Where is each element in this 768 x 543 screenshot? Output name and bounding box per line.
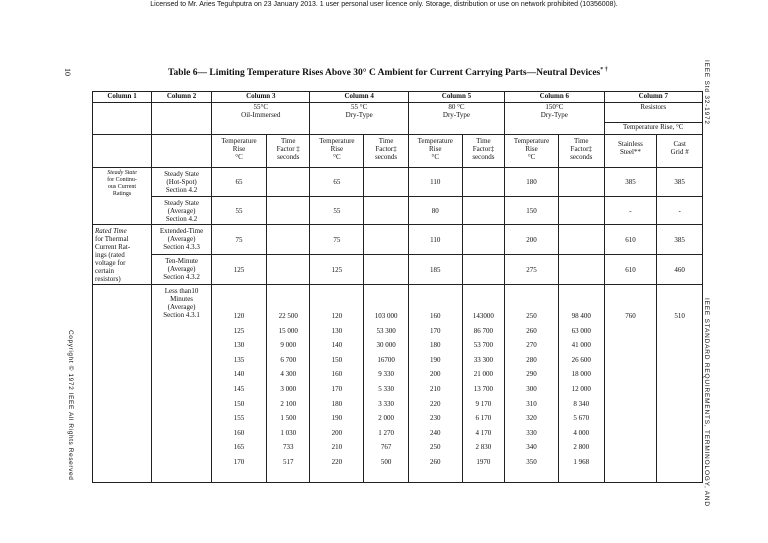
value-cell: 65: [310, 168, 364, 197]
blank-cell: [462, 197, 504, 225]
value-cell: 4 000: [573, 428, 590, 437]
value-cell: 12 000: [571, 384, 591, 393]
value-cell: 190: [331, 414, 343, 423]
value-cell: 16700: [377, 355, 395, 364]
value-cell: 63 000: [571, 326, 591, 335]
cast-grid-header: Cast Grid #: [657, 135, 703, 168]
dry-55-time-list: [364, 285, 409, 483]
blank-cell: [93, 135, 152, 168]
hotspot-label: Steady State (Hot-Spot) Section 4.2: [152, 168, 212, 197]
value-cell: 2 000: [378, 414, 394, 423]
value-cell: 22 500: [278, 312, 298, 320]
value-cell: 6 700: [280, 355, 297, 364]
rated-time-category: Rated Time for Thermal Current Rat- ings (rated voltage for certain resistors): [93, 225, 152, 285]
blank-cell: [558, 197, 604, 225]
value-cell: 200: [505, 225, 559, 255]
column-number-row: [93, 92, 703, 103]
column-header: Column 4: [310, 92, 408, 103]
blank-cell: [266, 255, 309, 285]
blank-cell: [152, 103, 212, 135]
value-cell: 250: [430, 443, 441, 452]
value-cell: 170: [331, 384, 343, 393]
blank-cell: [93, 103, 152, 135]
table-title: [168, 67, 608, 78]
value-cell: 240: [430, 428, 441, 437]
value-cell: 290: [526, 370, 537, 379]
oil-55-temperature-list: [212, 285, 267, 483]
value-cell: 65: [212, 168, 267, 197]
value-cell: 103 000: [374, 312, 398, 320]
value-cell: 18 000: [571, 370, 591, 379]
value-cell: 26 600: [571, 355, 591, 364]
value-cell: 160: [331, 370, 343, 379]
value-cell: 1 500: [280, 414, 297, 423]
value-cell: 500: [380, 457, 392, 466]
blank-cell: [266, 168, 309, 197]
value-cell: 385: [657, 225, 703, 255]
blank-cell: [558, 168, 604, 197]
subheader-row: [93, 135, 703, 168]
temperature-rise-header: Temperature Rise °C: [408, 135, 462, 168]
ten-minute-row: [93, 255, 703, 285]
value-cell: 98 400: [571, 312, 591, 320]
cast-grid-short-time-value: 510: [657, 285, 703, 483]
value-cell: 385: [657, 168, 703, 197]
value-cell: 310: [526, 399, 537, 408]
value-cell: 55: [310, 197, 364, 225]
dry-150-time-list: [558, 285, 604, 483]
value-cell: 53 300: [376, 326, 396, 335]
value-cell: 4 300: [280, 370, 297, 379]
table-title-footnote-marks: * †: [600, 67, 608, 73]
value-cell: 185: [408, 255, 462, 285]
value-cell: 2 830: [475, 443, 492, 452]
value-cell: 160: [233, 428, 245, 437]
oil-55-time-list: [266, 285, 309, 483]
value-cell: 55: [212, 197, 267, 225]
value-cell: 33 300: [473, 355, 494, 364]
value-cell: 125: [310, 255, 364, 285]
license-notice: Licensed to Mr. Aries Teguhputra on 23 January 2013. 1 user personal user licence only. Storage, distribution or use on network prohibited (10356008).: [150, 1, 618, 8]
value-cell: 330: [526, 428, 537, 437]
time-factor-header: Time Factor‡ seconds: [364, 135, 409, 168]
blank-cell: [558, 255, 604, 285]
value-cell: 200: [430, 370, 441, 379]
value-cell: 210: [430, 384, 441, 393]
blank-cell: [462, 225, 504, 255]
blank-cell: [152, 135, 212, 168]
value-cell: 320: [526, 414, 537, 423]
value-cell: 180: [505, 168, 559, 197]
value-cell: 260: [526, 326, 537, 335]
ten-minute-label: Ten-Minute (Average) Section 4.3.2: [152, 255, 212, 285]
value-cell: 80: [408, 197, 462, 225]
standard-number-margin: IEEE Std 32-1972: [703, 60, 710, 125]
value-cell: 517: [282, 457, 294, 466]
value-cell: 75: [310, 225, 364, 255]
value-cell: 125: [233, 326, 245, 335]
value-cell: 30 000: [376, 341, 396, 350]
oil-immersed-55-group: 55°C Oil-Immersed: [212, 103, 310, 135]
value-cell: 165: [233, 443, 245, 452]
column-header: Column 6: [505, 92, 604, 103]
column-header: Column 1: [93, 92, 152, 103]
stainless-short-time-value: 760: [604, 285, 657, 483]
value-cell: 220: [430, 399, 441, 408]
value-cell: 150: [331, 355, 343, 364]
blank-cell: [266, 197, 309, 225]
value-cell: 210: [331, 443, 343, 452]
value-cell: 135: [233, 355, 245, 364]
dry-80-temperature-list: [408, 285, 462, 483]
value-cell: 15 000: [278, 326, 298, 335]
value-cell: 5 670: [573, 414, 590, 423]
value-cell: 160: [430, 312, 441, 320]
value-cell: 86 700: [473, 326, 494, 335]
copyright-margin: Copyright © 1972 IEEE All Rights Reserved: [67, 330, 74, 481]
value-cell: 53 700: [473, 341, 494, 350]
value-cell: 150: [505, 197, 559, 225]
value-cell: 155: [233, 414, 245, 423]
value-cell: 733: [282, 443, 294, 452]
value-cell: 150: [233, 399, 245, 408]
value-cell: 270: [526, 341, 537, 350]
average-label: Steady State (Average) Section 4.2: [152, 197, 212, 225]
dry-80-time-list: [462, 285, 504, 483]
value-cell: 13 700: [473, 384, 494, 393]
resistors-group: Resistors: [604, 103, 702, 123]
value-cell: 110: [408, 225, 462, 255]
dry-type-80-group: 80 °C Dry-Type: [408, 103, 504, 135]
column-header: Column 7: [604, 92, 702, 103]
time-factor-header: Time Factor ‡ seconds: [266, 135, 309, 168]
dry-55-temperature-list: [310, 285, 364, 483]
value-cell: 2 100: [280, 399, 297, 408]
value-cell: 220: [331, 457, 343, 466]
blank-cell: [93, 285, 152, 483]
blank-cell: [462, 255, 504, 285]
value-cell: 230: [430, 414, 441, 423]
value-cell: 610: [604, 255, 657, 285]
value-cell: 120: [233, 312, 245, 320]
value-cell: 140: [331, 341, 343, 350]
extended-time-row: [93, 225, 703, 255]
blank-cell: [364, 255, 409, 285]
value-cell: 41 000: [571, 341, 591, 350]
value-cell: 9 170: [475, 399, 492, 408]
value-cell: 340: [526, 443, 537, 452]
table-title-text: Table 6— Limiting Temperature Rises Above 30° C Ambient for Current Carrying Parts—Neutral Devices: [168, 68, 601, 79]
value-cell: 145: [233, 384, 245, 393]
device-group-row: [93, 103, 703, 123]
value-cell: 9 330: [378, 370, 394, 379]
steady-state-category: Steady State for Continu- ous Current Ratings: [93, 168, 152, 225]
blank-cell: [558, 225, 604, 255]
value-cell: 140: [233, 370, 245, 379]
temperature-rise-header: Temperature Rise °C: [212, 135, 267, 168]
value-cell: 300: [526, 384, 537, 393]
time-factor-header: Time Factor‡ seconds: [462, 135, 504, 168]
value-cell: 180: [430, 341, 441, 350]
temperature-rise-table: [92, 91, 703, 483]
value-cell: -: [657, 197, 703, 225]
value-cell: 767: [380, 443, 392, 452]
value-cell: 1970: [476, 457, 491, 466]
value-cell: 9 000: [280, 341, 297, 350]
blank-cell: [364, 168, 409, 197]
value-cell: -: [604, 197, 657, 225]
temperature-rise-header: Temperature Rise °C: [505, 135, 559, 168]
blank-cell: [364, 225, 409, 255]
running-title-margin: IEEE STANDARD REQUIREMENTS, TERMINOLOGY, AND: [703, 298, 710, 507]
column-header: Column 3: [212, 92, 310, 103]
steady-average-row: [93, 197, 703, 225]
steady-hotspot-row: [93, 168, 703, 197]
value-cell: 250: [526, 312, 537, 320]
value-cell: 280: [526, 355, 537, 364]
value-cell: 2 800: [573, 443, 590, 452]
value-cell: 460: [657, 255, 703, 285]
blank-cell: [462, 168, 504, 197]
temperature-rise-header: Temperature Rise °C: [310, 135, 364, 168]
value-cell: 130: [233, 341, 245, 350]
short-time-row: [93, 285, 703, 483]
extended-time-label: Extended-Time (Average) Section 4.3.3: [152, 225, 212, 255]
value-cell: 385: [604, 168, 657, 197]
stainless-steel-header: Stainless Steel**: [604, 135, 657, 168]
value-cell: 4 170: [475, 428, 492, 437]
value-cell: 3 000: [280, 384, 297, 393]
resistor-temperature-rise-header: Temperature Rise, °C: [604, 123, 702, 135]
dry-type-55-group: 55 °C Dry-Type: [310, 103, 408, 135]
value-cell: 21 000: [473, 370, 494, 379]
value-cell: 180: [331, 399, 343, 408]
less-than-ten-minutes-label: Less than10 Minutes (Average) Section 4.3.1: [152, 285, 212, 483]
value-cell: 350: [526, 457, 537, 466]
value-cell: 1 270: [378, 428, 394, 437]
column-header: Column 2: [152, 92, 212, 103]
blank-cell: [266, 225, 309, 255]
value-cell: 170: [233, 457, 245, 466]
value-cell: 6 170: [475, 414, 492, 423]
value-cell: 200: [331, 428, 343, 437]
blank-cell: [364, 197, 409, 225]
value-cell: 143000: [472, 312, 494, 320]
value-cell: 130: [331, 326, 343, 335]
value-cell: 120: [331, 312, 343, 320]
dry-150-temperature-list: [505, 285, 559, 483]
value-cell: 75: [212, 225, 267, 255]
value-cell: 3 330: [378, 399, 394, 408]
page-number: 10: [63, 68, 72, 76]
value-cell: 5 330: [378, 384, 394, 393]
dry-type-150-group: 150°C Dry-Type: [505, 103, 604, 135]
time-factor-header: Time Factor‡ seconds: [558, 135, 604, 168]
value-cell: 190: [430, 355, 441, 364]
column-header: Column 5: [408, 92, 504, 103]
value-cell: 125: [212, 255, 267, 285]
value-cell: 1 968: [573, 457, 590, 466]
value-cell: 610: [604, 225, 657, 255]
value-cell: 170: [430, 326, 441, 335]
value-cell: 260: [430, 457, 441, 466]
value-cell: 110: [408, 168, 462, 197]
value-cell: 275: [505, 255, 559, 285]
value-cell: 1 030: [280, 428, 297, 437]
value-cell: 8 340: [573, 399, 590, 408]
